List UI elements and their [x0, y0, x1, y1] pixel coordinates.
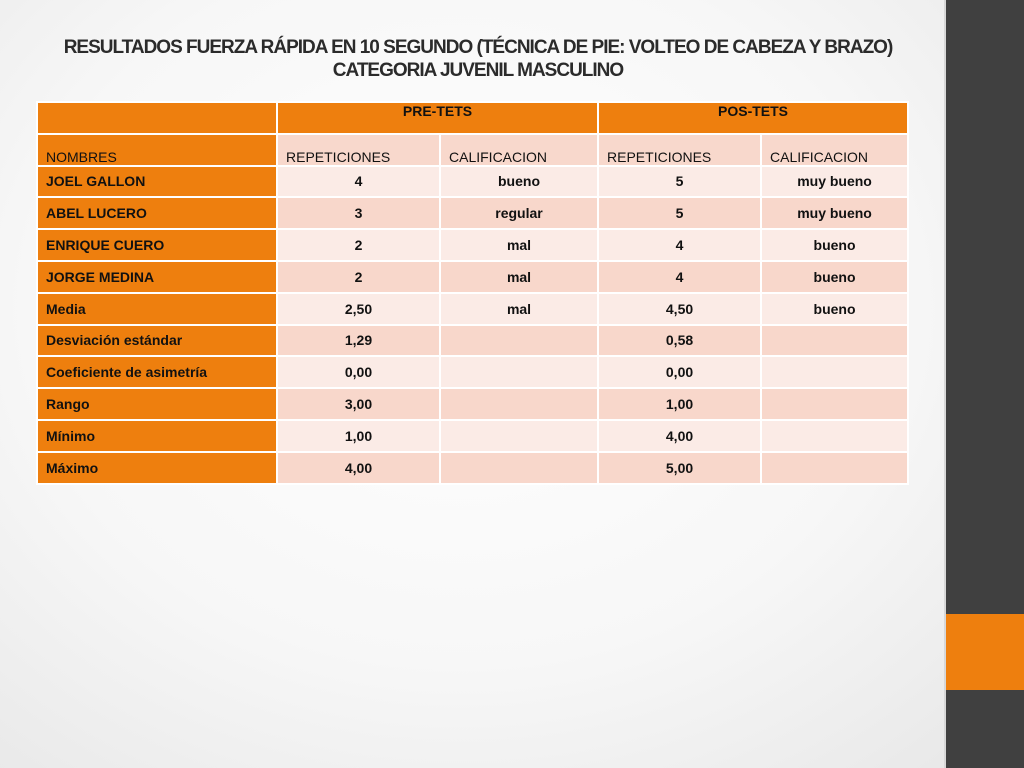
table-row [37, 197, 908, 229]
cell-post-repeticiones: 1,00 [598, 388, 761, 420]
table-row [37, 166, 908, 198]
cell-post-calificacion [761, 388, 908, 420]
slide-sidebar-accent [946, 614, 1024, 690]
cell-pre-repeticiones: 3,00 [277, 388, 440, 420]
cell-name: ABEL LUCERO [37, 197, 277, 229]
table-row [37, 293, 908, 325]
table-row [37, 388, 908, 420]
group-header-post-test: POS-TETS [598, 102, 908, 134]
column-header-nombres: NOMBRES [37, 134, 277, 166]
cell-post-calificacion: muy bueno [761, 197, 908, 229]
group-header-empty [37, 102, 277, 134]
cell-pre-repeticiones: 2 [277, 229, 440, 261]
group-header-row [37, 102, 908, 134]
cell-name: Rango [37, 388, 277, 420]
cell-post-repeticiones: 4 [598, 229, 761, 261]
cell-post-calificacion: muy bueno [761, 166, 908, 198]
results-table [36, 101, 909, 485]
cell-name: JOEL GALLON [37, 166, 277, 198]
cell-pre-calificacion: mal [440, 229, 598, 261]
cell-name: ENRIQUE CUERO [37, 229, 277, 261]
cell-post-repeticiones: 4,50 [598, 293, 761, 325]
slide-title: RESULTADOS FUERZA RÁPIDA EN 10 SEGUNDO (TÉCNICA DE PIE: VOLTEO DE CABEZA Y BRAZO) CATEGORIA JUVENIL MASCULINO [63, 37, 893, 81]
cell-post-repeticiones: 4,00 [598, 420, 761, 452]
cell-post-calificacion [761, 452, 908, 484]
cell-pre-calificacion [440, 325, 598, 357]
cell-post-calificacion [761, 325, 908, 357]
cell-post-repeticiones: 5 [598, 197, 761, 229]
cell-post-repeticiones: 5,00 [598, 452, 761, 484]
table-row [37, 261, 908, 293]
table-row [37, 356, 908, 388]
cell-post-calificacion: bueno [761, 229, 908, 261]
column-header-row [37, 134, 908, 166]
cell-post-repeticiones: 4 [598, 261, 761, 293]
column-header-pre-calificacion: CALIFICACION [440, 134, 598, 166]
table-row [37, 420, 908, 452]
cell-pre-calificacion [440, 356, 598, 388]
cell-pre-calificacion [440, 420, 598, 452]
cell-pre-repeticiones: 4,00 [277, 452, 440, 484]
column-header-pre-repeticiones: REPETICIONES [277, 134, 440, 166]
cell-post-calificacion [761, 420, 908, 452]
cell-pre-repeticiones: 1,29 [277, 325, 440, 357]
group-header-pre-test: PRE-TETS [277, 102, 598, 134]
cell-pre-calificacion [440, 388, 598, 420]
cell-post-calificacion: bueno [761, 261, 908, 293]
cell-pre-calificacion [440, 452, 598, 484]
cell-name: Mínimo [37, 420, 277, 452]
cell-pre-calificacion: mal [440, 261, 598, 293]
column-header-post-calificacion: CALIFICACION [761, 134, 908, 166]
cell-post-repeticiones: 0,00 [598, 356, 761, 388]
cell-pre-calificacion: regular [440, 197, 598, 229]
cell-pre-repeticiones: 4 [277, 166, 440, 198]
cell-post-calificacion: bueno [761, 293, 908, 325]
table-row [37, 229, 908, 261]
cell-name: Desviación estándar [37, 325, 277, 357]
cell-name: JORGE MEDINA [37, 261, 277, 293]
cell-pre-repeticiones: 1,00 [277, 420, 440, 452]
cell-post-repeticiones: 5 [598, 166, 761, 198]
cell-post-calificacion [761, 356, 908, 388]
cell-name: Máximo [37, 452, 277, 484]
cell-pre-repeticiones: 0,00 [277, 356, 440, 388]
table-row [37, 325, 908, 357]
cell-pre-repeticiones: 2 [277, 261, 440, 293]
cell-post-repeticiones: 0,58 [598, 325, 761, 357]
cell-pre-calificacion: bueno [440, 166, 598, 198]
cell-pre-repeticiones: 2,50 [277, 293, 440, 325]
cell-pre-calificacion: mal [440, 293, 598, 325]
cell-pre-repeticiones: 3 [277, 197, 440, 229]
cell-name: Coeficiente de asimetría [37, 356, 277, 388]
cell-name: Media [37, 293, 277, 325]
column-header-post-repeticiones: REPETICIONES [598, 134, 761, 166]
table-row [37, 452, 908, 484]
